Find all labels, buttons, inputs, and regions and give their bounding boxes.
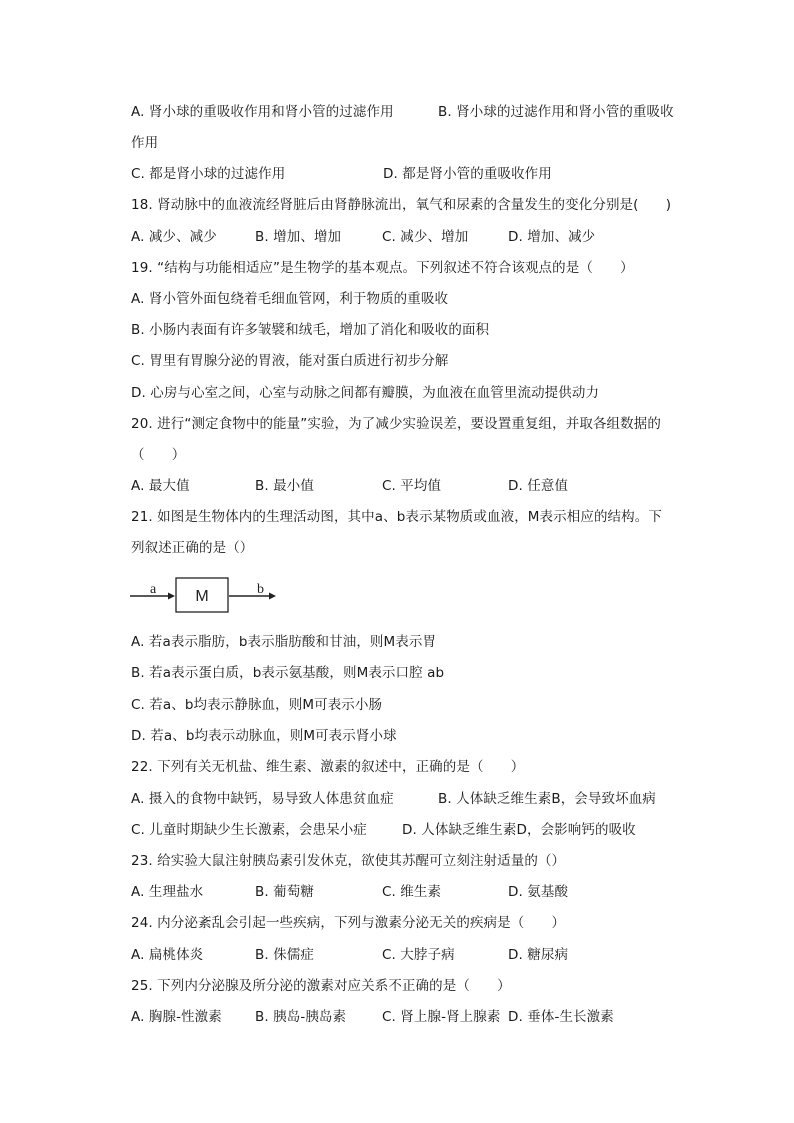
q21-option-a: A. 若a表示脂肪，b表示脂肪酸和甘油，则M表示胃 — [131, 634, 437, 650]
q21-stem-continued: 列叙述正确的是（） — [131, 540, 254, 556]
output-label-b: b — [257, 582, 264, 597]
q21-option-c: C. 若a、b均表示静脉血，则M可表示小肠 — [131, 697, 383, 713]
q19-option-c: C. 胃里有胃腺分泌的胃液，能对蛋白质进行初步分解 — [131, 353, 449, 369]
q17-option-a: A. 肾小球的重吸收作用和肾小管的过滤作用 — [131, 104, 394, 120]
output-arrowhead — [269, 593, 276, 600]
input-label-a: a — [150, 582, 157, 597]
q19-option-d: D. 心房与心室之间，心室与动脉之间都有瓣膜，为血液在血管里流动提供动力 — [131, 385, 600, 401]
q18-option-c: C. 减少、增加 — [382, 229, 469, 245]
q24-stem: 24. 内分泌紊乱会引起一些疾病，下列与激素分泌无关的疾病是（ ） — [131, 915, 566, 931]
q20-option-d: D. 任意值 — [508, 478, 569, 494]
q20-stem-continued: （ ） — [131, 447, 186, 463]
q23-option-a: A. 生理盐水 — [131, 884, 204, 900]
q18-option-b: B. 增加、增加 — [255, 229, 342, 245]
q22-option-c: C. 儿童时期缺少生长激素，会患呆小症 — [131, 822, 367, 838]
box-label-m: M — [195, 588, 209, 605]
q24-option-a: A. 扁桃体炎 — [131, 947, 204, 963]
q17-option-d: D. 都是肾小管的重吸收作用 — [383, 166, 552, 182]
q24-option-c: C. 大脖子病 — [382, 947, 455, 963]
q25-option-c: C. 肾上腺-肾上腺素 — [382, 1009, 501, 1025]
q24-option-d: D. 糖尿病 — [508, 947, 569, 963]
q23-option-d: D. 氨基酸 — [508, 884, 569, 900]
input-arrowhead — [168, 593, 175, 600]
q18-option-a: A. 减少、减少 — [131, 229, 217, 245]
q17-option-b-continued: 作用 — [131, 135, 159, 151]
q20-option-b: B. 最小值 — [255, 478, 314, 494]
q18-option-d: D. 增加、减少 — [508, 229, 596, 245]
q22-stem: 22. 下列有关无机盐、维生素、激素的叙述中，正确的是（ ） — [131, 759, 525, 775]
q19-option-b: B. 小肠内表面有许多皱襞和绒毛，增加了消化和吸收的面积 — [131, 322, 490, 338]
q21-option-b: B. 若a表示蛋白质，b表示氨基酸，则M表示口腔 ab — [131, 665, 445, 681]
q25-stem: 25. 下列内分泌腺及所分泌的激素对应关系不正确的是（ ） — [131, 978, 511, 994]
q22-option-a: A. 摄入的食物中缺钙，易导致人体患贫血症 — [131, 791, 394, 807]
q18-stem: 18. 肾动脉中的血液流经肾脏后由肾静脉流出，氧气和尿素的含量发生的变化分别是( ) — [131, 197, 672, 213]
q23-option-b: B. 葡萄糖 — [255, 884, 314, 900]
q20-option-a: A. 最大值 — [131, 478, 190, 494]
q17-option-b: B. 肾小球的过滤作用和肾小管的重吸收 — [438, 104, 674, 120]
q19-option-a: A. 肾小管外面包绕着毛细血管网，利于物质的重吸收 — [131, 291, 449, 307]
q20-option-c: C. 平均值 — [382, 478, 442, 494]
q24-option-b: B. 侏儒症 — [255, 947, 314, 963]
q25-option-b: B. 胰岛-胰岛素 — [255, 1009, 347, 1025]
q22-option-d: D. 人体缺乏维生素D，会影响钙的吸收 — [402, 822, 636, 838]
q19-stem: 19. “结构与功能相适应”是生物学的基本观点。下列叙述不符合该观点的是（ ） — [131, 260, 634, 276]
q21-option-d: D. 若a、b均表示动脉血，则M可表示肾小球 — [131, 728, 397, 744]
q21-stem: 21. 如图是生物体内的生理活动图，其中a、b表示某物质或血液，M表示相应的结构。下 — [131, 509, 662, 525]
q22-option-b: B. 人体缺乏维生素B，会导致坏血病 — [438, 791, 656, 807]
q25-option-d: D. 垂体-生长激素 — [508, 1009, 614, 1025]
q23-stem: 23. 给实验大鼠注射胰岛素引发休克，欲使其苏醒可立刻注射适量的（） — [131, 853, 566, 869]
q20-stem: 20. 进行“测定食物中的能量”实验，为了减少实验误差，要设置重复组，并取各组数据的 — [131, 416, 661, 432]
q23-option-c: C. 维生素 — [382, 884, 442, 900]
q17-option-c: C. 都是肾小球的过滤作用 — [131, 166, 286, 182]
q21-flow-diagram — [128, 570, 288, 620]
q25-option-a: A. 胸腺-性激素 — [131, 1009, 222, 1025]
